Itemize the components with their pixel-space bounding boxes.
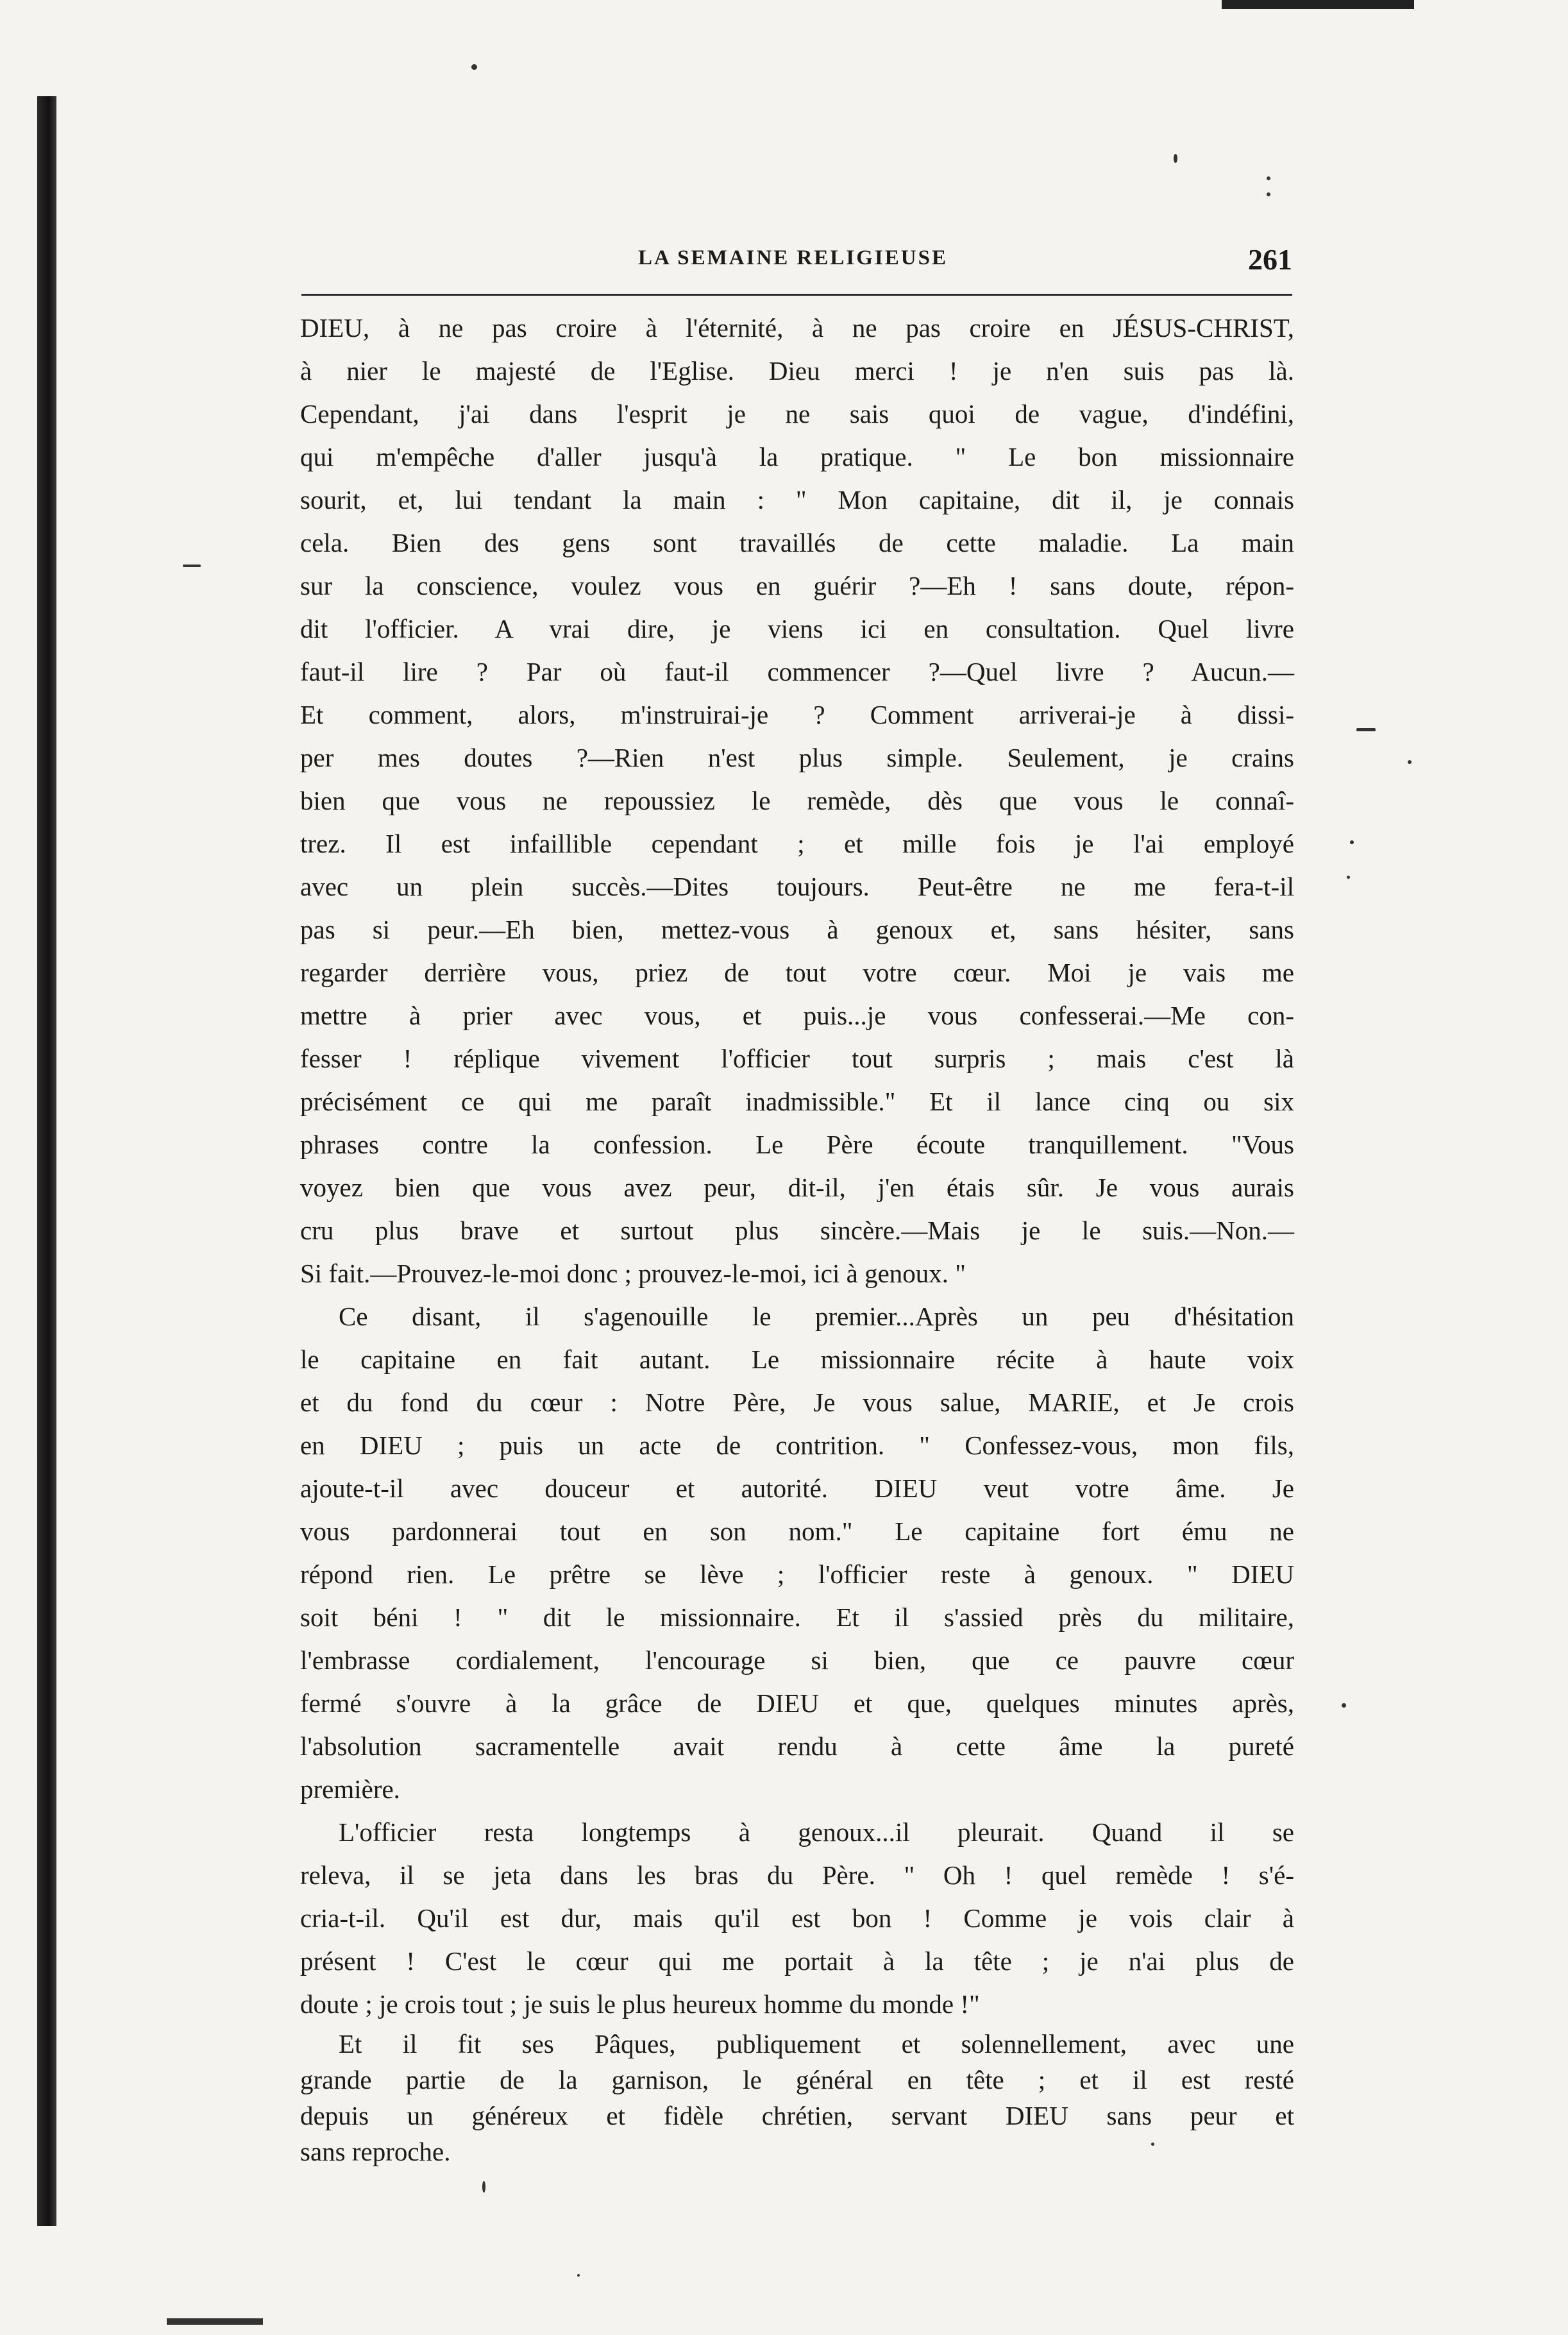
scan-speck — [471, 64, 477, 70]
text-line: cria-t-il. Qu'il est dur, mais qu'il est bon ! Comme je vois clair à — [300, 1903, 1294, 1933]
text-line: Et il fit ses Pâques, publiquement et solennellement, avec une — [339, 2029, 1294, 2059]
text-line: répond rien. Le prêtre se lève ; l'officier reste à genoux. " DIEU — [300, 1559, 1294, 1589]
text-line: avec un plein succès.—Dites toujours. Peut-être ne me fera-t-il — [300, 872, 1294, 901]
text-line: releva, il se jeta dans les bras du Père. " Oh ! quel remède ! s'é- — [300, 1860, 1294, 1890]
text-line: première. — [300, 1774, 400, 1804]
text-line: soit béni ! " dit le missionnaire. Et il s'assied près du militaire, — [300, 1602, 1294, 1632]
scan-speck — [1356, 728, 1376, 731]
text-line: qui m'empêche d'aller jusqu'à la pratique. " Le bon missionnaire — [300, 442, 1294, 471]
text-line: fesser ! réplique vivement l'officier tout surpris ; mais c'est là — [300, 1044, 1294, 1073]
scan-speck — [183, 565, 201, 567]
running-head-title: LA SEMAINE RELIGIEUSE — [638, 246, 948, 269]
text-line: fermé s'ouvre à la grâce de DIEU et que, quelques minutes après, — [300, 1688, 1294, 1718]
text-line: Ce disant, il s'agenouille le premier...Après un peu d'hésitation — [339, 1302, 1294, 1331]
text-line: pas si peur.—Eh bien, mettez-vous à genoux et, sans hésiter, sans — [300, 915, 1294, 944]
scan-speck — [1347, 876, 1350, 879]
text-line: L'officier resta longtemps à genoux...il pleurait. Quand il se — [339, 1817, 1294, 1847]
text-line: l'absolution sacramentelle avait rendu à cette âme la pureté — [300, 1731, 1294, 1761]
scan-speck — [482, 2181, 485, 2193]
text-line: regarder derrière vous, priez de tout votre cœur. Moi je vais me — [300, 958, 1294, 987]
text-line: Et comment, alors, m'instruirai-je ? Comment arriverai-je à dissi- — [300, 700, 1294, 729]
text-line: depuis un généreux et fidèle chrétien, servant DIEU sans peur et — [300, 2101, 1294, 2130]
text-line: et du fond du cœur : Notre Père, Je vous salue, MARIE, et Je crois — [300, 1388, 1294, 1417]
text-line: trez. Il est infaillible cependant ; et mille fois je l'ai employé — [300, 829, 1294, 858]
scan-speck — [1408, 760, 1412, 764]
text-line: cru plus brave et surtout plus sincère.—Mais je le suis.—Non.— — [300, 1216, 1294, 1245]
text-line: présent ! C'est le cœur qui me portait à la tête ; je n'ai plus de — [300, 1946, 1294, 1976]
scan-speck — [1342, 1703, 1346, 1708]
text-line: DIEU, à ne pas croire à l'éternité, à ne pas croire en JÉSUS-CHRIST, — [300, 313, 1294, 343]
text-line: doute ; je crois tout ; je suis le plus heureux homme du monde !" — [300, 1989, 980, 2019]
text-line: ajoute-t-il avec douceur et autorité. DIEU veut votre âme. Je — [300, 1473, 1294, 1503]
text-line: voyez bien que vous avez peur, dit-il, j'en étais sûr. Je vous aurais — [300, 1173, 1294, 1202]
text-line: en DIEU ; puis un acte de contrition. " Confessez-vous, mon fils, — [300, 1431, 1294, 1460]
paragraph — [300, 307, 1294, 1295]
text-line: sourit, et, lui tendant la main : " Mon capitaine, dit il, je connais — [300, 485, 1294, 514]
running-head — [301, 242, 1292, 287]
text-line: précisément ce qui me paraît inadmissible." Et il lance cinq ou six — [300, 1087, 1294, 1116]
text-line: faut-il lire ? Par où faut-il commencer ?—Quel livre ? Aucun.— — [300, 657, 1294, 686]
header-rule — [301, 294, 1292, 296]
scan-speck — [1350, 840, 1354, 844]
paragraph — [300, 2026, 1294, 2169]
scan-artifact-bottom — [167, 2318, 263, 2325]
text-line: mettre à prier avec vous, et puis...je vous confesserai.—Me con- — [300, 1001, 1294, 1030]
text-line: phrases contre la confession. Le Père écoute tranquillement. "Vous — [300, 1130, 1294, 1159]
text-line: cela. Bien des gens sont travaillés de cette maladie. La main — [300, 528, 1294, 557]
text-line: Cependant, j'ai dans l'esprit je ne sais quoi de vague, d'indéfini, — [300, 399, 1294, 429]
paragraph — [300, 1295, 1294, 1811]
text-line: sans reproche. — [300, 2137, 451, 2166]
body-text — [300, 307, 1294, 2169]
text-line: l'embrasse cordialement, l'encourage si bien, que ce pauvre cœur — [300, 1645, 1294, 1675]
text-line: à nier le majesté de l'Eglise. Dieu merci ! je n'en suis pas là. — [300, 356, 1294, 386]
page-number: 261 — [1248, 243, 1292, 276]
text-line: Si fait.—Prouvez-le-moi donc ; prouvez-le-moi, ici à genoux. " — [300, 1259, 966, 1288]
text-line: vous pardonnerai tout en son nom." Le capitaine fort ému ne — [300, 1516, 1294, 1546]
text-line: per mes doutes ?—Rien n'est plus simple. Seulement, je crains — [300, 743, 1294, 772]
text-line: sur la conscience, voulez vous en guérir ?—Eh ! sans doute, répon- — [300, 571, 1294, 600]
paragraph — [300, 1811, 1294, 2026]
text-line: grande partie de la garnison, le général en tête ; et il est resté — [300, 2065, 1294, 2094]
text-line: dit l'officier. A vrai dire, je viens ici en consultation. Quel livre — [300, 614, 1294, 643]
scan-artifact-top — [1222, 0, 1414, 9]
text-line: bien que vous ne repoussiez le remède, dès que vous le connaî- — [300, 786, 1294, 815]
scan-speck — [1267, 192, 1270, 196]
text-line: le capitaine en fait autant. Le missionnaire récite à haute voix — [300, 1345, 1294, 1374]
scan-speck — [1267, 176, 1270, 180]
scan-speck — [1174, 154, 1177, 163]
scan-speck — [577, 2274, 580, 2277]
binding-shadow — [37, 96, 56, 2226]
